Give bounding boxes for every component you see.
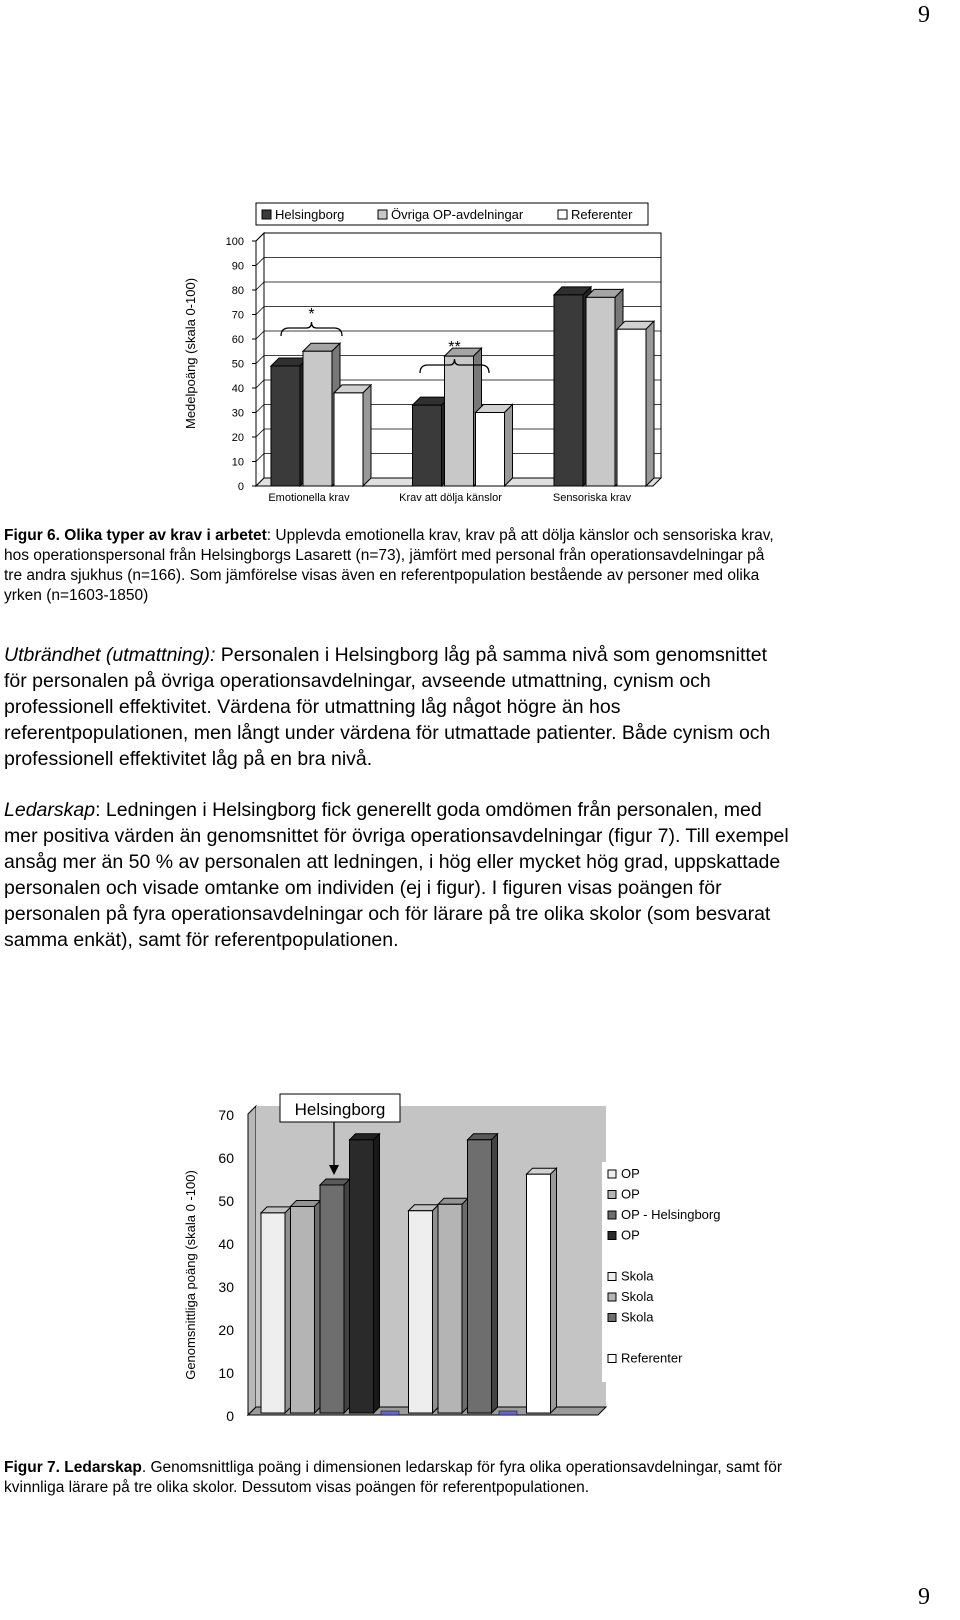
annotation-label: Helsingborg [294,1100,386,1119]
bar [586,297,615,486]
paragraph-text: samma enkät), samt för referentpopulationen. [4,929,399,951]
legend-swatch [608,1170,616,1178]
legend-label: OP - Helsingborg [621,1207,721,1222]
legend-swatch [608,1355,616,1363]
bar [527,1174,551,1413]
paragraph-text: referentpopulationen, men långt under värdena för utmattade patienter. Både cynism och [4,722,771,744]
legend-swatch [608,1232,616,1240]
bar-side [492,1134,498,1413]
bar [303,351,332,486]
figure-7-caption-label: Figur 7. Ledarskap [4,1459,142,1476]
legend-swatch [262,210,271,219]
paragraph-text: personalen och visade omtanke om individen (ej i figur). I figuren visas poängen för [4,877,722,899]
legend-label: Skola [621,1268,654,1284]
legend-swatch [608,1314,616,1322]
bar [320,1185,344,1413]
y-tick-label: 70 [218,1107,234,1123]
paragraph-heading: Utbrändhet (utmattning): [4,644,216,666]
paragraph-utbrandhet [4,642,954,772]
y-tick-label: 50 [218,1193,234,1209]
legend-label: Övriga OP-avdelningar [391,207,524,222]
bar [476,413,505,487]
y-tick-label: 90 [231,260,244,273]
legend-swatch [608,1211,616,1219]
caption-text: . Genomsnittliga poäng i dimensionen ledarskap för fyra olika operationsavdelningar, samt för [141,1459,782,1476]
bar-side [374,1134,380,1413]
bar-side [505,405,513,487]
figure-6-caption-title: Olika typer av krav i arbetet [64,527,267,544]
caption-text: yrken (n=1603-1850) [4,587,149,604]
legend-label: Referenter [571,207,633,222]
paragraph-text: för personalen på övriga operationsavdelningar, avseende utmattning, cynism och [4,670,711,692]
y-tick-label: 30 [231,407,244,420]
paragraph-text: professionell effektivitet låg på en bra nivå. [4,748,373,770]
figure-6-caption [4,526,956,606]
bar [291,1206,315,1413]
figure-7-caption [4,1458,956,1498]
bar [445,356,474,486]
category-label: Emotionella krav [268,492,350,504]
paragraph-text: mer positiva värden än genomsnittet för övriga operationsavdelningar (figur 7). Till exempel [4,825,789,847]
bar-side [646,321,654,486]
bar [413,405,442,486]
legend-swatch [608,1293,616,1301]
y-axis-label: Genomsnittliga poäng (skala 0 -100) [183,1170,198,1380]
bar [271,366,300,486]
bar-side [363,385,371,486]
y-tick-label: 20 [231,432,244,444]
figure-6-chart [170,195,690,515]
bar [261,1213,285,1413]
paragraph-ledarskap [4,797,954,953]
legend-swatch [608,1191,616,1199]
y-tick-label: 70 [231,309,244,322]
y-tick-label: 0 [237,481,244,493]
paragraph-text: personalen på fyra operationsavdelningar och för lärare på tre olika skolor (som besvarat [4,903,771,925]
y-tick-label: 50 [231,358,244,371]
y-tick-label: 40 [218,1236,234,1252]
category-label: Krav att dölja känslor [399,492,502,504]
y-tick-label: 20 [218,1322,234,1338]
y-tick-label: 40 [231,383,244,395]
caption-text: hos operationspersonal från Helsingborgs Lasarett (n=73), jämfört med personal från operationsavdelningar på [4,547,765,564]
y-tick-label: 60 [231,334,244,346]
legend-label: Referenter [621,1350,683,1366]
figure-6-caption-label: Figur 6. [4,527,60,544]
paragraph-text: professionell effektivitet. Värdena för utmattning låg något högre än hos [4,696,621,718]
figure-7-chart [170,1090,770,1435]
bar [554,295,583,486]
legend-label: Skola [621,1289,654,1304]
paragraph-text: ansåg mer än 50 % av personalen att ledningen, i hög eller mycket hög grad, uppskattade [4,851,781,873]
y-tick-label: 60 [218,1150,234,1166]
bar-side [551,1168,557,1413]
legend-label: Helsingborg [275,207,345,222]
bar [617,329,646,486]
legend-label: OP [621,1227,640,1243]
caption-text: kvinnliga lärare på tre olika skolor. Dessutom visas poängen för referentpopulationen. [4,1479,590,1496]
bar [468,1140,492,1413]
bar-empty [381,1411,399,1415]
y-tick-label: 10 [218,1365,234,1381]
page-number-top: 9 [918,2,930,28]
paragraph-text: : Ledningen i Helsingborg fick generellt goda omdömen från personalen, med [95,799,762,821]
legend-swatch [558,210,567,219]
paragraph-heading: Ledarskap [4,799,96,821]
chart-side-wall [248,1106,256,1415]
y-tick-label: 10 [231,456,244,469]
legend-label: Skola [621,1309,654,1325]
page-number-bottom: 9 [918,1584,930,1610]
legend-swatch [608,1273,616,1281]
bar [350,1140,374,1413]
legend-label: OP [621,1186,640,1202]
caption-text: tre andra sjukhus (n=166). Som jämförelse visas även en referentpopulation bestående av personer med olika [4,567,760,584]
paragraph-text: Personalen i Helsingborg låg på samma nivå som genomsnittet [215,644,768,666]
y-axis-label: Medelpoäng (skala 0-100) [183,277,198,430]
y-tick-label: 30 [218,1279,234,1295]
bar [334,393,363,486]
bar [438,1204,462,1413]
legend-label: OP [621,1166,640,1181]
y-tick-label: 0 [226,1408,234,1424]
significance-marker: * [308,306,315,323]
bar [409,1211,433,1413]
y-tick-label: 80 [231,285,244,297]
caption-text: : Upplevda emotionella krav, krav på att dölja känslor och sensoriska krav, [266,527,774,544]
y-tick-label: 100 [225,236,244,248]
bar-empty [499,1411,517,1415]
legend-swatch [378,210,387,219]
category-label: Sensoriska krav [552,492,632,504]
significance-marker: ** [448,339,461,356]
